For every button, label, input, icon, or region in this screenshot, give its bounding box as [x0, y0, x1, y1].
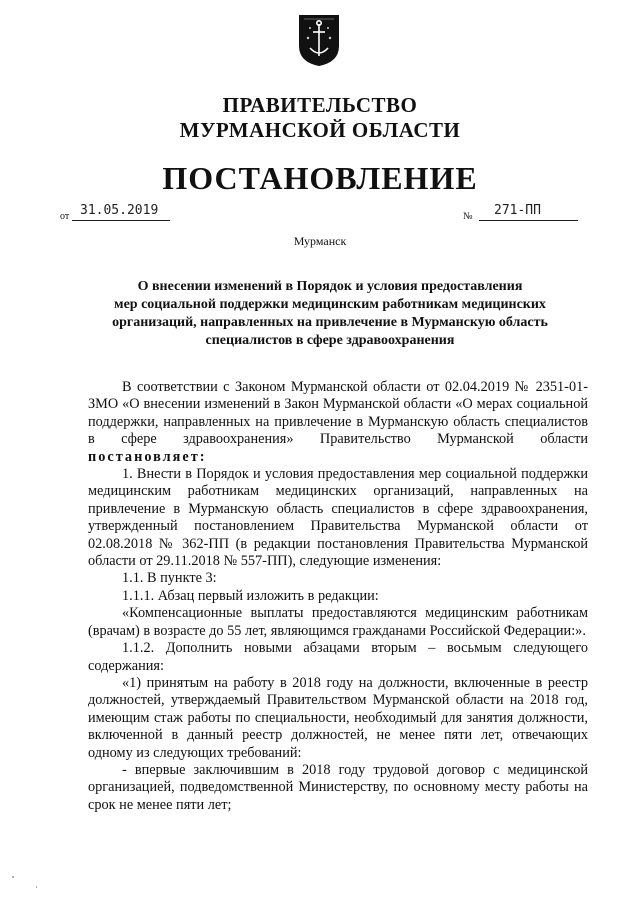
date-underline: [72, 220, 170, 221]
title-line: мер социальной поддержки медицинским работникам медицинских: [114, 297, 546, 312]
scan-speck: [36, 886, 37, 888]
number-underline: [479, 220, 578, 221]
number-value: 271-ПП: [494, 203, 541, 218]
document-body: [88, 379, 588, 814]
date-label: от: [60, 211, 70, 222]
coat-of-arms-icon: [296, 12, 342, 68]
title-line: специалистов в сфере здравоохранения: [205, 333, 455, 348]
resolves-word: постановляет:: [88, 448, 207, 465]
quote-1: «Компенсационные выплаты предоставляются медицинским работникам (врачам) в возрасте до 55 лет, являющимся гражданами Российской Федерации:».: [88, 605, 588, 639]
document-title: [90, 278, 570, 350]
number-label: №: [463, 211, 473, 222]
title-line: организаций, направленных на привлечение в Мурманскую область: [112, 315, 548, 330]
document-type-heading: ПОСТАНОВЛЕНИЕ: [162, 160, 478, 196]
date-value: 31.05.2019: [80, 203, 159, 218]
government-name-line1: ПРАВИТЕЛЬСТВО: [222, 93, 418, 117]
item-1-1-2: 1.1.2. Дополнить новыми абзацами вторым – восьмым следующего содержания:: [88, 640, 588, 674]
item-1: 1. Внести в Порядок и условия предоставления мер социальной поддержки медицинским работникам медицинских организаций, направленных на привлечение в Мурманскую область специалистов в сфере здравоохранения, утвержденный постановлением Правительства Мурманской области от 02.08.2018 № 362-ПП (в редакции постановления Правительства Мурманской области от 29.11.2018 № 557-ПП), следующие изменения:: [88, 466, 588, 570]
scan-speck: [12, 876, 14, 878]
item-1-1: 1.1. В пункте 3:: [122, 570, 217, 587]
bullet-1: - впервые заключившим в 2018 году трудовой договор с медицинской организацией, подведомственной Министерству, по основному месту работы на срок не менее пяти лет;: [88, 761, 588, 813]
city-name: Мурманск: [293, 234, 347, 248]
preamble-text: В соответствии с Законом Мурманской области от 02.04.2019 № 2351-01-ЗМО «О внесении изменений в Закон Мурманской области «О мерах социальной поддержки, направленных на привлечение в Мурманскую область специалистов в сфере здравоохранения» Правительство Мурманской области: [88, 379, 588, 448]
title-line: О внесении изменений в Порядок и условия предоставления: [137, 279, 523, 294]
preamble-paragraph: [88, 379, 588, 466]
item-1-1-1: 1.1.1. Абзац первый изложить в редакции:: [122, 587, 379, 604]
government-name-line2: МУРМАНСКОЙ ОБЛАСТИ: [179, 118, 461, 142]
quote-2: «1) принятым на работу в 2018 году на должности, включенные в реестр должностей, утверждаемый Правительством Мурманской области на 2018 год, имеющим стаж работы по специальности, необходимый для занятия должности, включенной в данный реестр должностей, не менее пяти лет, отвечающих одному из следующих требований:: [88, 674, 588, 761]
